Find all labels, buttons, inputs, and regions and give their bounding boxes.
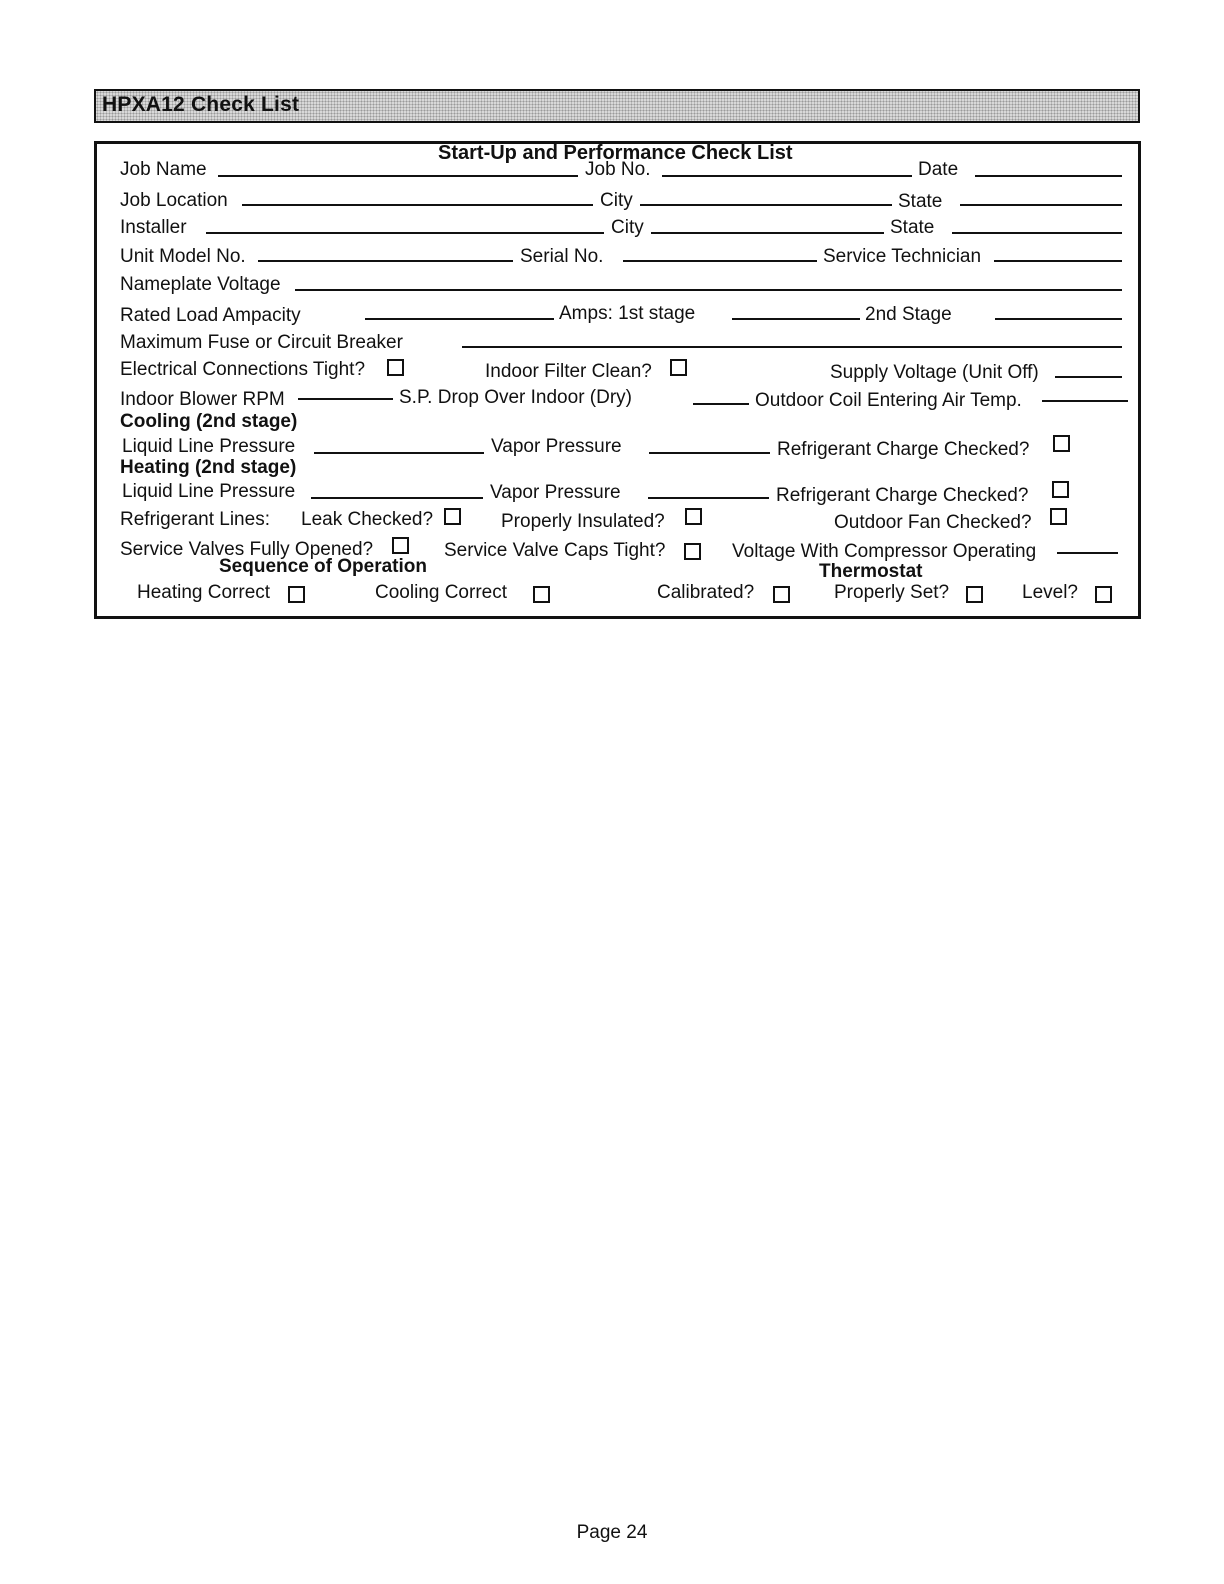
cooling-refrigerant-charge-checkbox[interactable] [1053,435,1070,452]
serial-no-field[interactable] [623,260,817,262]
sp-drop-field[interactable] [693,403,749,405]
service-valves-checkbox[interactable] [392,537,409,554]
properly-insulated-label: Properly Insulated? [501,511,665,532]
heating-heading: Heating (2nd stage) [120,457,297,478]
form-title: Start-Up and Performance Check List [438,142,793,164]
date-field[interactable] [975,175,1122,177]
job-no-label: Job No. [585,159,651,180]
outdoor-fan-checkbox[interactable] [1050,508,1067,525]
heating-vapor-pressure-field[interactable] [648,497,769,499]
electrical-connections-checkbox[interactable] [387,359,404,376]
amps-1st-stage-field[interactable] [732,318,860,320]
valve-caps-label: Service Valve Caps Tight? [444,540,666,561]
leak-checked-checkbox[interactable] [444,508,461,525]
voltage-compressor-field[interactable] [1057,552,1118,554]
indoor-blower-rpm-field[interactable] [298,398,393,400]
heating-correct-checkbox[interactable] [288,586,305,603]
job-location-label: Job Location [120,190,228,211]
installer-label: Installer [120,217,187,238]
calibrated-label: Calibrated? [657,582,755,603]
nameplate-voltage-field[interactable] [295,289,1122,291]
serial-no-label: Serial No. [520,246,604,267]
unit-model-field[interactable] [258,260,513,262]
cooling-vapor-pressure-label: Vapor Pressure [491,436,622,457]
amps-1st-stage-label: Amps: 1st stage [559,303,696,324]
level-label: Level? [1022,582,1078,603]
voltage-compressor-label: Voltage With Compressor Operating [732,541,1037,562]
outdoor-coil-temp-label: Outdoor Coil Entering Air Temp. [755,390,1022,411]
installer-field[interactable] [206,232,604,234]
sp-drop-label: S.P. Drop Over Indoor (Dry) [399,387,633,408]
job-name-field[interactable] [218,175,578,177]
job-state-field[interactable] [960,204,1122,206]
service-technician-field[interactable] [994,260,1122,262]
section-header-bar [94,89,1140,123]
installer-city-label: City [611,217,644,238]
supply-voltage-label: Supply Voltage (Unit Off) [830,362,1039,383]
properly-set-label: Properly Set? [834,582,950,603]
cooling-liquid-pressure-label: Liquid Line Pressure [122,436,296,457]
section-title: HPXA12 Check List [102,93,300,116]
supply-voltage-field[interactable] [1055,376,1122,378]
outdoor-fan-label: Outdoor Fan Checked? [834,512,1032,533]
cooling-correct-checkbox[interactable] [533,586,550,603]
electrical-connections-label: Electrical Connections Tight? [120,359,366,380]
heating-vapor-pressure-label: Vapor Pressure [490,482,621,503]
heating-refrigerant-charge-label: Refrigerant Charge Checked? [776,485,1029,506]
rated-load-ampacity-label: Rated Load Ampacity [120,305,301,326]
heating-liquid-pressure-label: Liquid Line Pressure [122,481,296,502]
job-location-field[interactable] [242,204,593,206]
cooling-refrigerant-charge-label: Refrigerant Charge Checked? [777,439,1030,460]
valve-caps-checkbox[interactable] [684,543,701,560]
installer-city-field[interactable] [651,232,884,234]
max-fuse-label: Maximum Fuse or Circuit Breaker [120,332,403,353]
properly-insulated-checkbox[interactable] [685,508,702,525]
heating-correct-label: Heating Correct [137,582,271,603]
installer-state-label: State [890,217,935,238]
outdoor-coil-temp-field[interactable] [1042,400,1128,402]
heating-refrigerant-charge-checkbox[interactable] [1052,481,1069,498]
job-city-field[interactable] [640,204,892,206]
job-city-label: City [600,190,633,211]
amps-2nd-stage-field[interactable] [995,318,1122,320]
service-technician-label: Service Technician [823,246,982,267]
page-number: Page 24 [576,1522,648,1543]
nameplate-voltage-label: Nameplate Voltage [120,274,281,295]
cooling-heading: Cooling (2nd stage) [120,411,298,432]
calibrated-checkbox[interactable] [773,586,790,603]
level-checkbox[interactable] [1095,586,1112,603]
max-fuse-field[interactable] [462,346,1122,348]
cooling-liquid-pressure-field[interactable] [314,452,484,454]
indoor-filter-checkbox[interactable] [670,359,687,376]
job-name-label: Job Name [120,159,207,180]
date-label: Date [918,159,959,180]
job-state-label: State [898,191,943,212]
unit-model-label: Unit Model No. [120,246,246,267]
properly-set-checkbox[interactable] [966,586,983,603]
installer-state-field[interactable] [952,232,1122,234]
amps-2nd-stage-label: 2nd Stage [865,304,952,325]
cooling-correct-label: Cooling Correct [375,582,507,603]
service-valves-label: Service Valves Fully Opened? [120,539,374,560]
indoor-blower-rpm-label: Indoor Blower RPM [120,389,285,410]
rated-load-ampacity-field[interactable] [365,318,554,320]
indoor-filter-label: Indoor Filter Clean? [485,361,652,382]
job-no-field[interactable] [662,175,912,177]
thermostat-heading: Thermostat [819,561,923,582]
leak-checked-label: Leak Checked? [301,509,434,530]
sequence-heading: Sequence of Operation [219,556,427,577]
cooling-vapor-pressure-field[interactable] [649,452,770,454]
refrigerant-lines-label: Refrigerant Lines: [120,509,270,530]
heating-liquid-pressure-field[interactable] [311,497,483,499]
